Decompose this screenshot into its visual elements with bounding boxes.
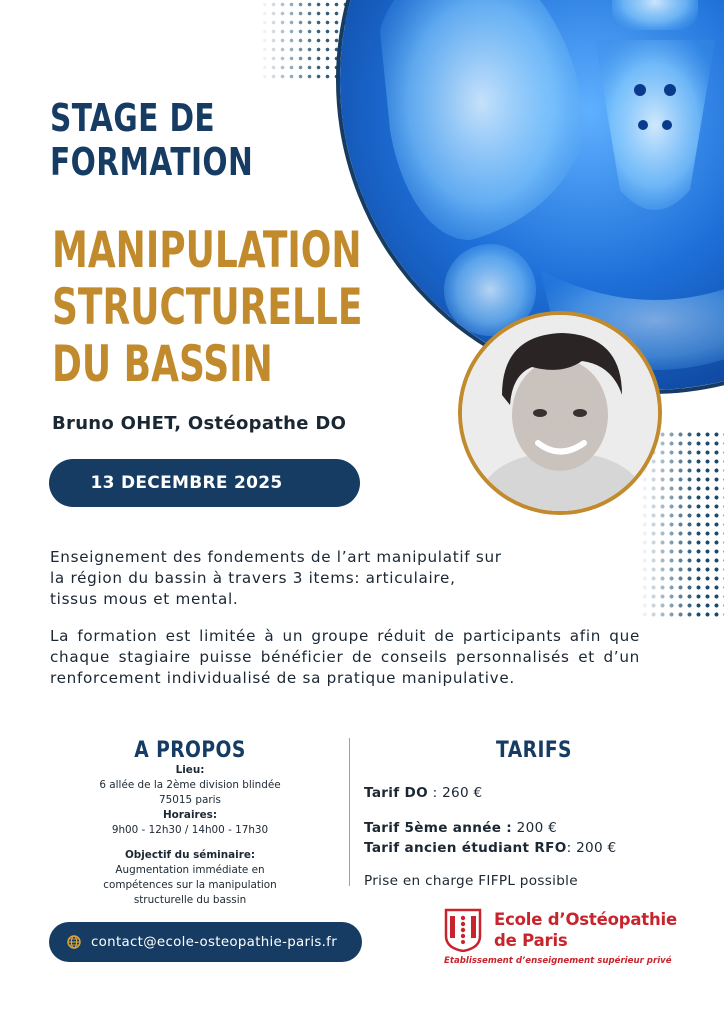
stage-heading xyxy=(50,96,284,184)
tarif-annee-value: 200 € xyxy=(512,820,558,836)
objectif-label: Objectif du séminaire: xyxy=(124,849,256,861)
apropos-title: A PROPOS xyxy=(134,738,246,763)
objectif-line: Augmentation immédiate en xyxy=(115,864,265,876)
lieu-line: 6 allée de la 2ème division blindée xyxy=(99,779,281,791)
description-line: Enseignement des fondements de l’art manipulatif sur xyxy=(50,548,502,566)
spine-logo-icon xyxy=(444,908,482,952)
apropos-objectif xyxy=(60,848,320,908)
tarifs-title: TARIFS xyxy=(496,738,572,763)
apropos-lieu xyxy=(60,763,320,838)
date-text: 13 DECEMBRE 2025 xyxy=(90,473,283,493)
tarif-rfo-label: Tarif ancien étudiant RFO xyxy=(364,840,567,856)
tarif-annee-label: Tarif 5ème année : xyxy=(364,820,513,836)
objectif-line: structurelle du bassin xyxy=(133,894,247,906)
description-line: tissus mous et mental. xyxy=(50,590,239,608)
lieu-label: Lieu: xyxy=(175,764,205,776)
lieu-line: 75015 paris xyxy=(159,794,221,806)
description-paragraph-1 xyxy=(50,547,530,610)
tarif-do-label: Tarif DO xyxy=(364,785,428,801)
tarifs-section xyxy=(364,738,694,889)
tarif-do xyxy=(364,783,694,803)
tarif-rfo xyxy=(364,838,694,858)
tarif-do-value: : 260 € xyxy=(427,785,483,801)
logo-name-line1: Ecole d’Ostéopathie xyxy=(494,910,677,929)
tarif-5eme-annee xyxy=(364,818,694,838)
school-logo xyxy=(444,906,694,970)
logo-tagline: Etablissement d’enseignement supérieur privé xyxy=(444,956,672,966)
objectif-line: compétences sur la manipulation xyxy=(103,879,277,891)
logo-name-line2: de Paris xyxy=(494,931,568,950)
apropos-section xyxy=(60,738,320,908)
course-title-line2: STRUCTURELLE xyxy=(52,278,363,336)
globe-icon xyxy=(67,935,81,949)
speaker-portrait xyxy=(458,311,662,515)
contact-email-button[interactable] xyxy=(49,922,362,962)
speaker-name: Bruno OHET, Ostéopathe DO xyxy=(52,413,347,434)
course-title-line3: DU BASSIN xyxy=(52,335,273,393)
description-paragraph-2: La formation est limitée à un groupe réduit de participants afin que chaque stagiaire puisse bénéficier de conseils personnalisés et d’un renforcement individualisé de sa pratique manipulative. xyxy=(50,627,640,687)
description-line: la région du bassin à travers 3 items: articulaire, xyxy=(50,569,456,587)
horaires-value: 9h00 - 12h30 / 14h00 - 17h30 xyxy=(111,824,269,836)
course-title-line1: MANIPULATION xyxy=(52,221,362,279)
tarif-rfo-value: : 200 € xyxy=(566,840,617,856)
contact-email[interactable]: contact@ecole-osteopathie-paris.fr xyxy=(91,934,338,950)
stage-heading-line2: FORMATION xyxy=(50,140,254,184)
course-title xyxy=(52,221,363,393)
column-divider xyxy=(349,738,350,886)
date-badge xyxy=(49,459,360,507)
logo-school-name xyxy=(494,909,677,951)
horaires-label: Horaires: xyxy=(162,809,218,821)
fifpl-note: Prise en charge FIFPL possible xyxy=(364,873,578,889)
stage-heading-line1: STAGE DE xyxy=(50,96,216,140)
